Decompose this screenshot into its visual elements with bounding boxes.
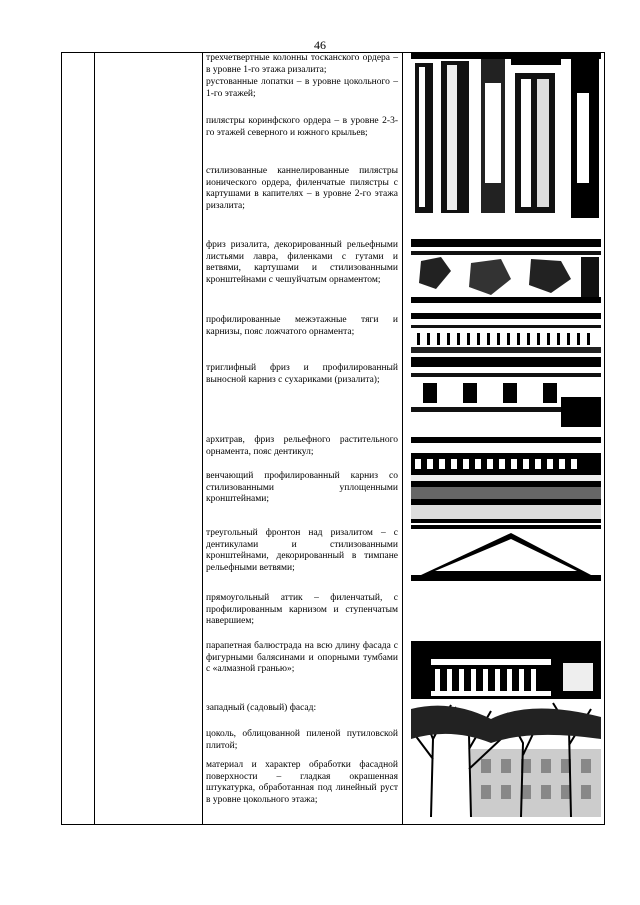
photo-frieze — [411, 239, 601, 303]
entry-text: триглифный фриз и профилированный выносной карниз с сухариками (ризалита); — [206, 363, 398, 385]
entry-text: трехчетвертные колонны тосканского ордера – в уровне 1-го этажа ризалита; — [206, 53, 398, 75]
entry-text: материал и характер обработки фасадной поверхности – гладкая окрашенная штукатурка, обработанная под линейный руст в уровне цокольного этажа; — [206, 760, 398, 805]
entry-text: западный (садовый) фасад: — [206, 703, 317, 713]
entry-text: треугольный фронтон над ризалитом – с дентикулами и стилизованными кронштейнами, декорированный в тимпане рельефными ветвями; — [206, 528, 398, 573]
column-divider — [202, 53, 203, 824]
entry-text: профилированные межэтажные тяги и карнизы, пояс ложчатого орнамента; — [206, 315, 398, 337]
entry-text: прямоугольный аттик – филенчатый, с профилированным карнизом и ступенчатым навершием; — [206, 593, 398, 627]
photo-cornice — [411, 313, 601, 353]
entry-text: цоколь, облицованной пиленой путиловской плитой; — [206, 729, 398, 751]
page-number: 46 — [314, 38, 326, 52]
column-divider — [402, 53, 403, 824]
photo-west-facade — [411, 699, 601, 817]
photo-triglyph-frieze — [411, 357, 601, 427]
document-table — [61, 52, 605, 825]
photo-pediment — [411, 525, 601, 581]
column-divider — [94, 53, 95, 824]
entry-text: архитрав, фриз рельефного растительного орнамента, пояс дентикул; — [206, 435, 398, 457]
entry-text: пилястры коринфского ордера – в уровне 2-3-го этажей северного и южного крыльев; — [206, 116, 398, 138]
entry-text: рустованные лопатки – в уровне цокольного – 1-го этажей; — [206, 77, 398, 99]
entry-text: парапетная балюстрада на всю длину фасада с фигурными балясинами и опорными тумбами с «алмазной гранью»; — [206, 641, 398, 675]
photo-columns-pilasters — [411, 53, 601, 218]
photo-balustrade — [411, 641, 601, 705]
entry-text: венчающий профилированный карниз со стилизованными уплощенными кронштейнами; — [206, 471, 398, 505]
entry-text: стилизованные каннелированные пилястры ионического ордера, филенчатые пилястры с картушами в капителях – в уровне 2-го этажа ризалита; — [206, 166, 398, 211]
entry-text: фриз ризалита, декорированный рельефными листьями лавра, филенками с гутами и ветвями, картушами и стилизованными кронштейнами с чешуйчатым орнаментом; — [206, 240, 398, 285]
photo-dentil-cornice — [411, 437, 601, 523]
